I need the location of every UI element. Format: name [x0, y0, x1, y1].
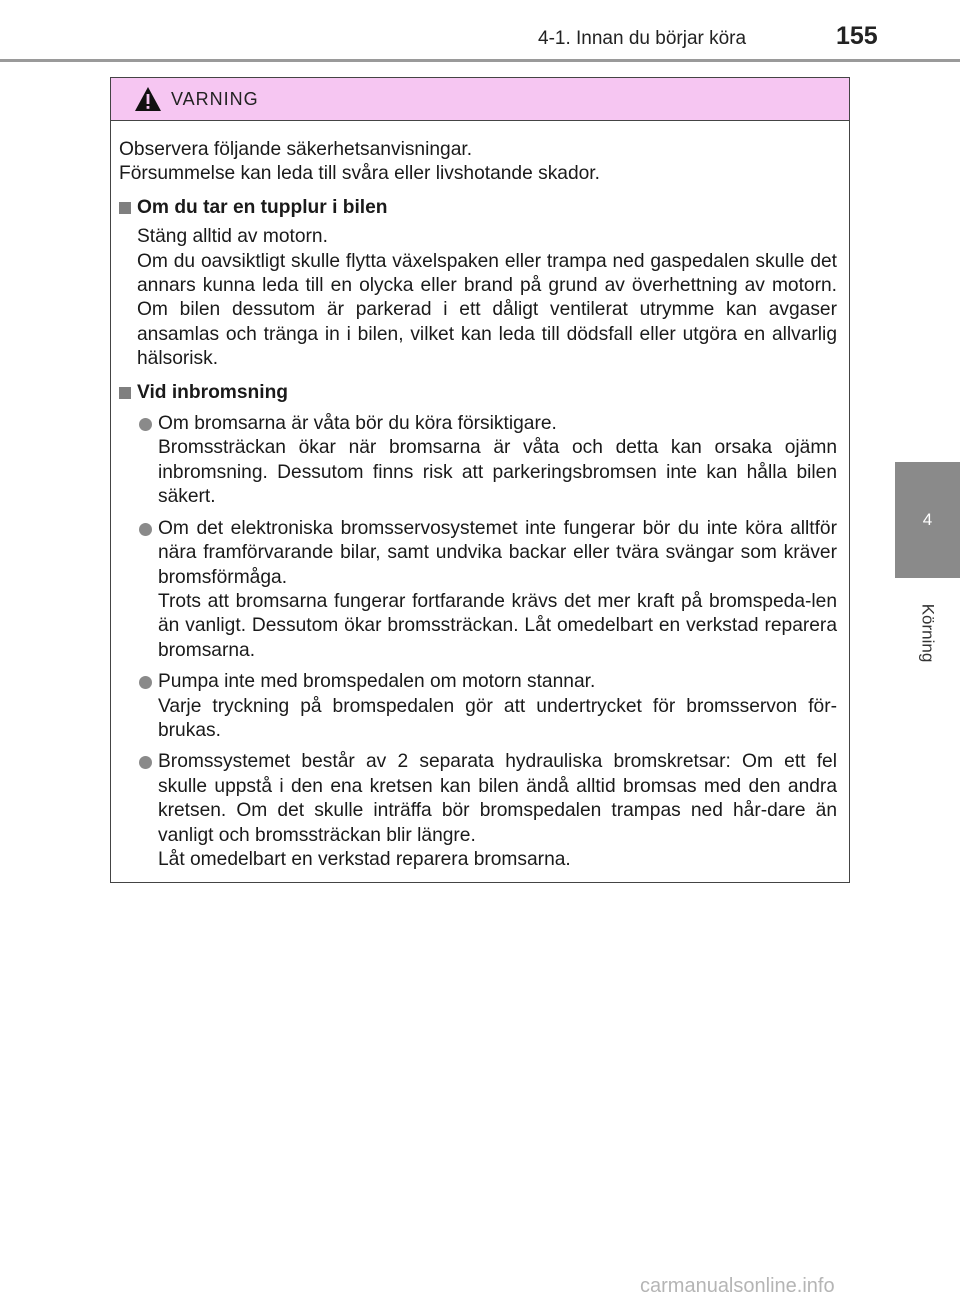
warning-body: [111, 121, 849, 872]
section-heading: [119, 196, 837, 220]
bullet-line: Bromssträckan ökar när bromsarna är våta och detta kan orsaka ojämn inbromsning. Dessutom finns risk att parkeringsbromsen inte kan hålla bilen säkert.: [158, 437, 837, 508]
circle-bullet-icon: [139, 418, 152, 431]
square-bullet-icon: [119, 387, 131, 399]
circle-bullet-icon: [139, 523, 152, 536]
bullet-item: [119, 750, 837, 872]
chapter-name: Körning: [918, 603, 938, 663]
intro-line: Observera följande säkerhetsanvisningar.: [119, 139, 473, 160]
square-bullet-icon: [119, 202, 131, 214]
watermark: carmanualsonline.info: [640, 1275, 835, 1297]
warning-title: VARNING: [171, 88, 259, 109]
section-heading-text: Vid inbromsning: [137, 381, 289, 403]
intro-line: Försummelse kan leda till svåra eller livshotande skador.: [119, 163, 600, 185]
section-heading: [119, 381, 837, 405]
section-paragraphs: [119, 225, 837, 371]
section-heading-text: Om du tar en tupplur i bilen: [137, 196, 388, 218]
bullet-item: [119, 670, 837, 743]
section-title: 4-1. Innan du börjar köra: [538, 28, 747, 49]
chapter-tab[interactable]: [895, 462, 960, 578]
circle-bullet-icon: [139, 676, 152, 689]
header-divider: [0, 59, 960, 62]
bullet-item: [119, 412, 837, 510]
bullet-line: Trots att bromsarna fungerar fortfarande krävs det mer kraft på bromspeda-len än vanligt. Dessutom ökar bromssträckan. Låt omedelbart en verkstad reparera bromsarna.: [158, 590, 837, 661]
page-number: 155: [836, 22, 878, 50]
paragraph: Stäng alltid av motorn.: [137, 226, 328, 248]
bullet-line: Bromssystemet består av 2 separata hydrauliska bromskretsar: Om ett fel skulle uppstå i den ena kretsen kan bilen ändå alltid bromsas med den andra kretsen. Om det skulle inträffa bör bromspedalen trampas ned hår-dare än vanligt och bromssträckan blir längre.: [158, 751, 837, 846]
paragraph: Om du oavsiktligt skulle flytta växelspaken eller trampa ned gaspedalen skulle det annars kunna leda till en olycka eller brand på grund av överhettning av motorn. Om bilen dessutom är parkerad i ett dåligt ventilerat utrymme kan avgaser ansamlas och tränga in i bilen, vilket kan leda till dödsfall eller utgöra en allvarlig hälsorisk.: [137, 250, 837, 370]
bullet-line: Om bromsarna är våta bör du köra försiktigare.: [158, 413, 557, 435]
warning-header: [111, 78, 849, 121]
bullet-line: Varje tryckning på bromspedalen gör att undertrycket för bromsservon för-brukas.: [158, 695, 837, 741]
bullet-line: Låt omedelbart en verkstad reparera bromsarna.: [158, 848, 571, 870]
circle-bullet-icon: [139, 756, 152, 769]
warning-box: [110, 77, 850, 883]
warning-triangle-icon: [134, 86, 162, 112]
chapter-number: 4: [922, 510, 933, 529]
bullet-line: Om det elektroniska bromsservosystemet inte fungerar bör du inte köra alltför nära framförvarande bilar, samt undvika backar eller tvära svängar som kräver bromsförmåga.: [158, 517, 837, 588]
chapter-label: [895, 588, 960, 678]
bullet-item: [119, 517, 837, 663]
bullet-line: Pumpa inte med bromspedalen om motorn stannar.: [158, 671, 596, 693]
